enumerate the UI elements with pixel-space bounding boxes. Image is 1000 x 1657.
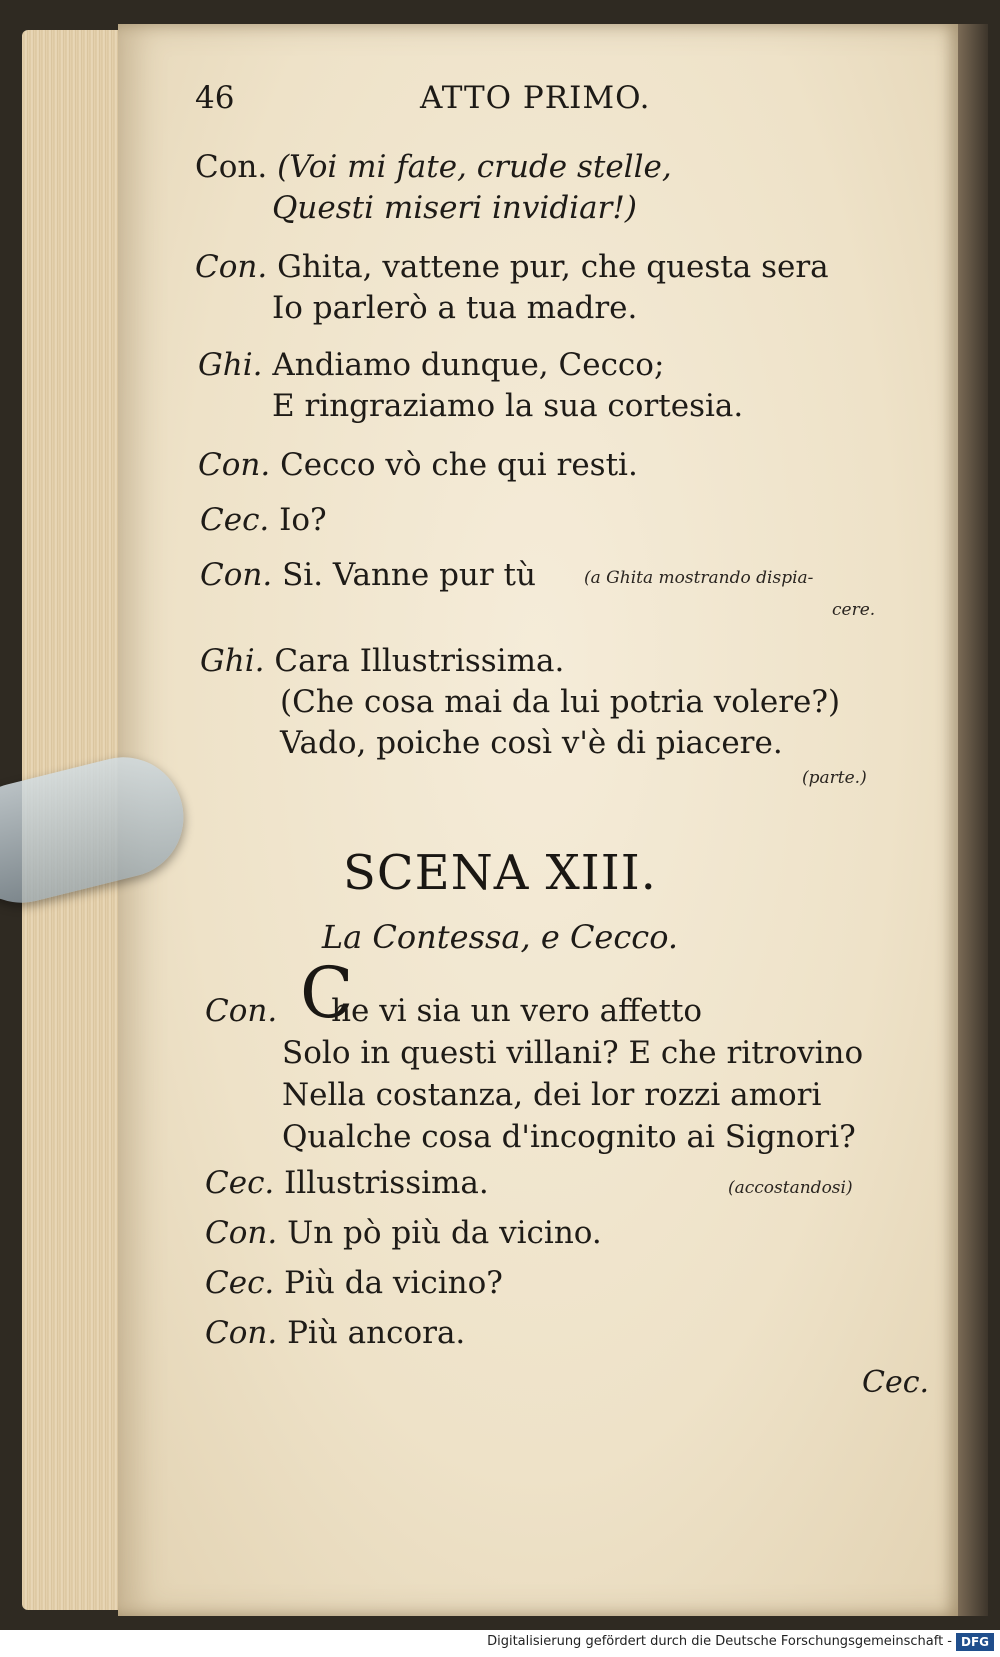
stage-direction: cere. (832, 600, 876, 620)
verse-text: Illustrissima. (284, 1165, 489, 1201)
verse-line: Io parlerò a tua madre. (272, 290, 638, 326)
speaker: Con. (200, 557, 273, 593)
verse-line (205, 1265, 503, 1301)
verse-text: he vi sia un vero affetto (331, 993, 703, 1029)
verse-line (195, 149, 672, 185)
verse-line: Nella costanza, dei lor rozzi amori (282, 1077, 822, 1113)
verse-text: Più ancora. (287, 1315, 466, 1351)
stage-direction: (accostandosi) (728, 1178, 853, 1198)
verse-line: (Che cosa mai da lui potria volere?) (280, 684, 841, 720)
page-header (195, 80, 885, 130)
footer-credit: Digitalisierung gefördert durch die Deutsche Forschungsgemeinschaft - (487, 1634, 952, 1649)
footer-bar (0, 1630, 1000, 1657)
speaker: Cec. (205, 1165, 275, 1201)
verse-line (205, 993, 703, 1029)
page-number: 46 (195, 80, 235, 116)
speaker: Cec. (200, 502, 270, 538)
stage-direction: (a Ghita mostrando dispia- (584, 568, 814, 588)
speaker: Con. (205, 993, 278, 1029)
speaker: Ghi. (200, 643, 265, 679)
verse-text: Cara Illustrissima. (274, 643, 565, 679)
verse-line: E ringraziamo la sua cortesia. (272, 388, 744, 424)
verse-line (198, 347, 665, 383)
verse-line (205, 1165, 489, 1201)
verse-text: Più da vicino? (284, 1265, 503, 1301)
verse-line (200, 557, 536, 593)
verse-line: Vado, poiche così v'è di piacere. (280, 725, 783, 761)
verse-text: Andiamo dunque, Cecco; (272, 347, 665, 383)
running-title: ATTO PRIMO. (420, 80, 651, 116)
verse-line (198, 447, 638, 483)
catchword: Cec. (862, 1365, 930, 1400)
verse-text: Si. Vanne pur tù (282, 557, 536, 593)
dfg-logo: DFG (956, 1633, 994, 1651)
speaker: Con. (195, 249, 268, 285)
verse-line (200, 643, 565, 679)
speaker: Con. (205, 1315, 278, 1351)
verse-line (205, 1315, 466, 1351)
verse-line (200, 502, 327, 538)
speaker: Con. (198, 447, 271, 483)
speaker: Ghi. (198, 347, 263, 383)
speaker: Con. (195, 149, 268, 185)
verse-text: Cecco vò che qui resti. (280, 447, 638, 483)
verse-line (195, 249, 829, 285)
binding-rim (958, 24, 988, 1616)
scene-title: SCENA XIII. (343, 845, 657, 901)
stage-direction: (parte.) (802, 768, 867, 788)
scene-cast: La Contessa, e Cecco. (321, 918, 679, 956)
speaker: Con. (205, 1215, 278, 1251)
verse-line: Solo in questi villani? E che ritrovino (282, 1035, 864, 1071)
drop-cap: C (300, 952, 354, 1034)
verse-text: Un pò più da vicino. (287, 1215, 602, 1251)
verse-text: Ghita, vattene pur, che questa sera (277, 249, 829, 285)
verse-line (205, 1215, 602, 1251)
verse-line: Questi miseri invidiar!) (272, 190, 637, 226)
verse-line: Qualche cosa d'incognito ai Signori? (282, 1119, 856, 1155)
verse-text: Io? (279, 502, 327, 538)
speaker: Cec. (205, 1265, 275, 1301)
verse-text: (Voi mi fate, crude stelle, (277, 149, 672, 185)
